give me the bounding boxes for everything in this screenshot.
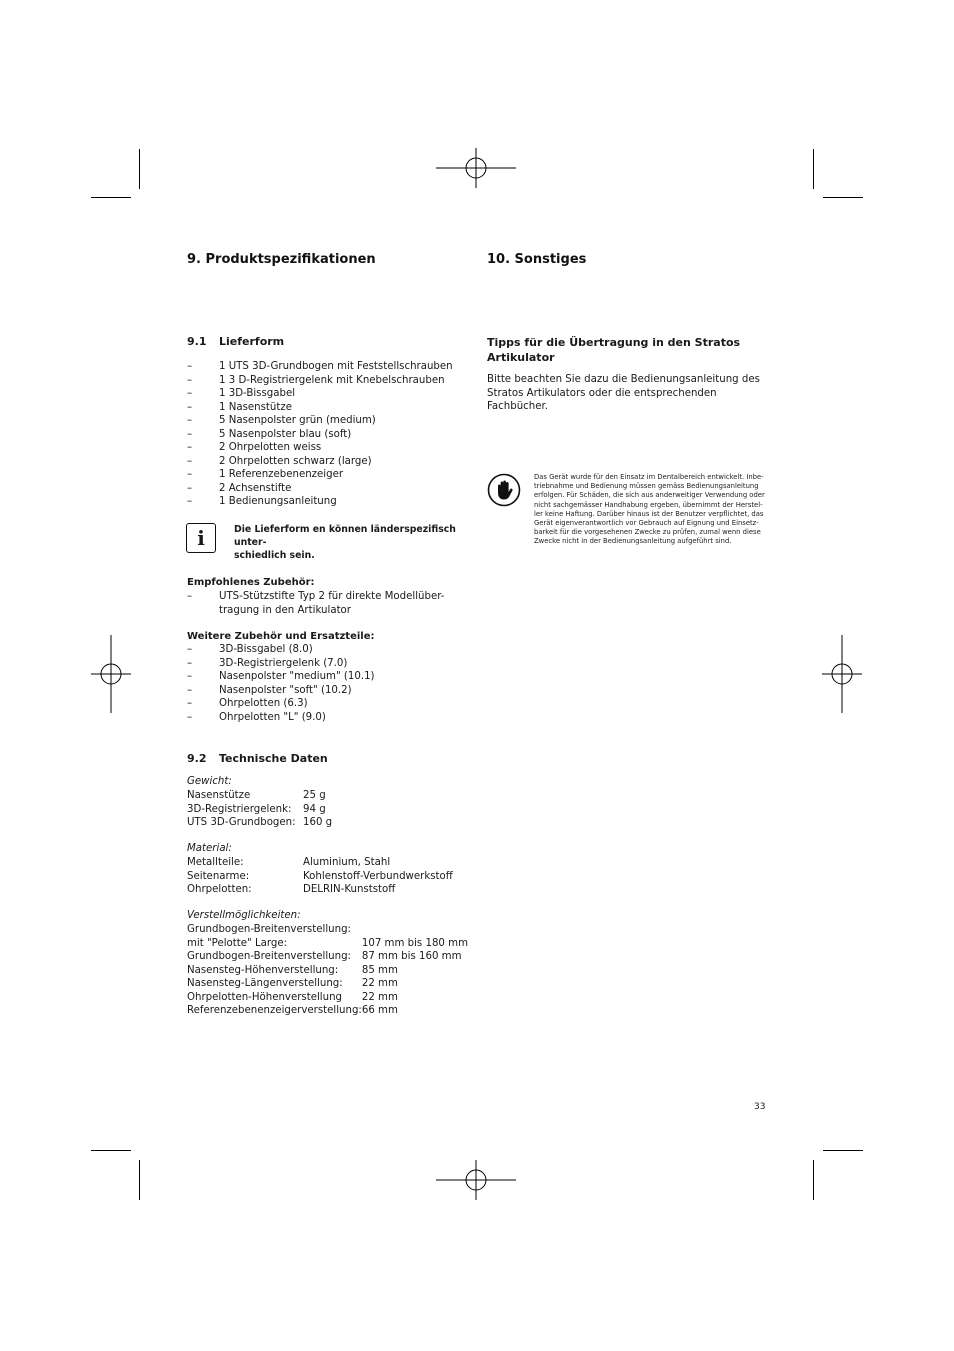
table-row: Nasensteg-Längenverstellung: 22 mm (187, 978, 398, 989)
table-row: Seitenarme: Kohlenstoff-Verbundwerkstoff (187, 870, 453, 882)
table-row: Ohrpelotten: DELRIN-Kunststoff (187, 884, 396, 895)
recommended-accessories-label: Empfohlenes Zubehör: (187, 577, 315, 588)
list-item: – 5 Nasenpolster grün (medium) (187, 414, 477, 428)
weight-label: Gewicht: (187, 776, 232, 787)
list-item: – 1 3 D-Registriergelenk mit Knebelschrauben (187, 374, 477, 388)
subsection-number: 9.2 (187, 752, 207, 765)
list-item: – 1 UTS 3D-Grundbogen mit Feststellschrauben (187, 360, 477, 374)
disclaimer-text: Das Gerät wurde für den Einsatz im Dentalbereich entwickelt. Inbe- triebnahme und Bedienung müssen gemäss Bedienungsanleitung erfolgen. Für Schäden, die sich aus anderweitiger Verwendung oder nicht sachgemässer Handhabung ergeben, übernimmt der Herstel- ler keine Haftung. Darüber hinaus ist der Benutzer verpflichtet, das Gerät eigenverantwortlich vor Gebrauch auf Eignung und Einsetz- barkeit für die vorgesehenen Zwecke zu prüfen, zumal wenn diese Zwecke nicht in der Bedienungsanleitung aufgeführt sind. (534, 473, 765, 546)
list-item: – Nasenpolster "medium" (10.1) (187, 670, 477, 684)
registration-mark-bottom-icon (436, 1160, 516, 1200)
table-row: Ohrpelotten-Höhenverstellung 22 mm (187, 991, 398, 1003)
list-item: – 5 Nasenpolster blau (soft) (187, 428, 477, 442)
section-10-heading: 10. Sonstiges (487, 252, 587, 267)
further-accessories-label: Weitere Zubehör und Ersatzteile: (187, 631, 375, 642)
further-accessories-list (187, 643, 477, 724)
list-item: – Ohrpelotten (6.3) (187, 697, 477, 711)
info-icon-glyph: i (197, 526, 205, 550)
subsection-number: 9.1 (187, 335, 207, 348)
list-item: – 2 Ohrpelotten weiss (187, 441, 477, 455)
subsection-title: Technische Daten (219, 752, 328, 765)
info-icon (186, 523, 216, 553)
table-row: 3D-Registriergelenk: 94 g (187, 803, 326, 815)
registration-mark-left-icon (91, 635, 131, 713)
list-item: – 1 Referenzebenenzeiger (187, 468, 477, 482)
adjustment-label: Verstellmöglichkeiten: (187, 910, 301, 921)
list-item: – Ohrpelotten "L" (9.0) (187, 711, 477, 725)
table-row: mit "Pelotte" Large: 107 mm bis 180 mm (187, 937, 469, 949)
list-item: – 1 3D-Bissgabel (187, 387, 477, 401)
list-item: – 2 Ohrpelotten schwarz (large) (187, 455, 477, 469)
table-row: Nasenstütze 25 g (187, 790, 326, 801)
table-row: Grundbogen-Breitenverstellung: (187, 924, 351, 935)
list-item: – 3D-Registriergelenk (7.0) (187, 657, 477, 671)
table-row: Referenzebenenzeigerverstellung: 66 mm (187, 1005, 398, 1016)
list-item: – Nasenpolster "soft" (10.2) (187, 684, 477, 698)
list-item: – 3D-Bissgabel (8.0) (187, 643, 477, 657)
adjustment-table (187, 923, 468, 1018)
table-row: Metallteile: Aluminium, Stahl (187, 857, 391, 868)
delivery-list (187, 360, 477, 509)
material-table (187, 856, 453, 897)
table-row: Grundbogen-Breitenverstellung: 87 mm bis 160 mm (187, 951, 462, 962)
material-label: Material: (187, 843, 232, 854)
table-row: UTS 3D-Grundbogen: 160 g (187, 817, 333, 828)
subsection-title: Lieferform (219, 335, 285, 348)
weight-table (187, 789, 332, 830)
list-item: – 1 Nasenstütze (187, 401, 477, 415)
tips-text: Bitte beachten Sie dazu die Bedienungsanleitung des Stratos Artikulators oder die entsprechenden Fachbücher. (487, 374, 760, 412)
registration-mark-top-icon (436, 148, 516, 188)
registration-mark-right-icon (822, 635, 862, 713)
page-number: 33 (754, 1102, 766, 1112)
tips-heading: Tipps für die Übertragung in den Stratos Artikulator (487, 336, 741, 364)
table-row: Nasensteg-Höhenverstellung: 85 mm (187, 964, 398, 976)
stop-hand-icon (487, 473, 521, 507)
recommended-accessories-list (187, 590, 477, 617)
info-note: Die Lieferform en können länderspezifisch unter- schiedlich sein. (234, 524, 456, 561)
section-9-heading: 9. Produktspezifikationen (187, 252, 376, 267)
list-item: – 1 Bedienungsanleitung (187, 495, 477, 509)
subsection-9-2-heading (187, 752, 328, 765)
subsection-9-1-heading (187, 335, 284, 348)
list-item: – UTS-Stützstifte Typ 2 für direkte Modellüber- tragung in den Artikulator (187, 590, 477, 617)
list-item: – 2 Achsenstifte (187, 482, 477, 496)
